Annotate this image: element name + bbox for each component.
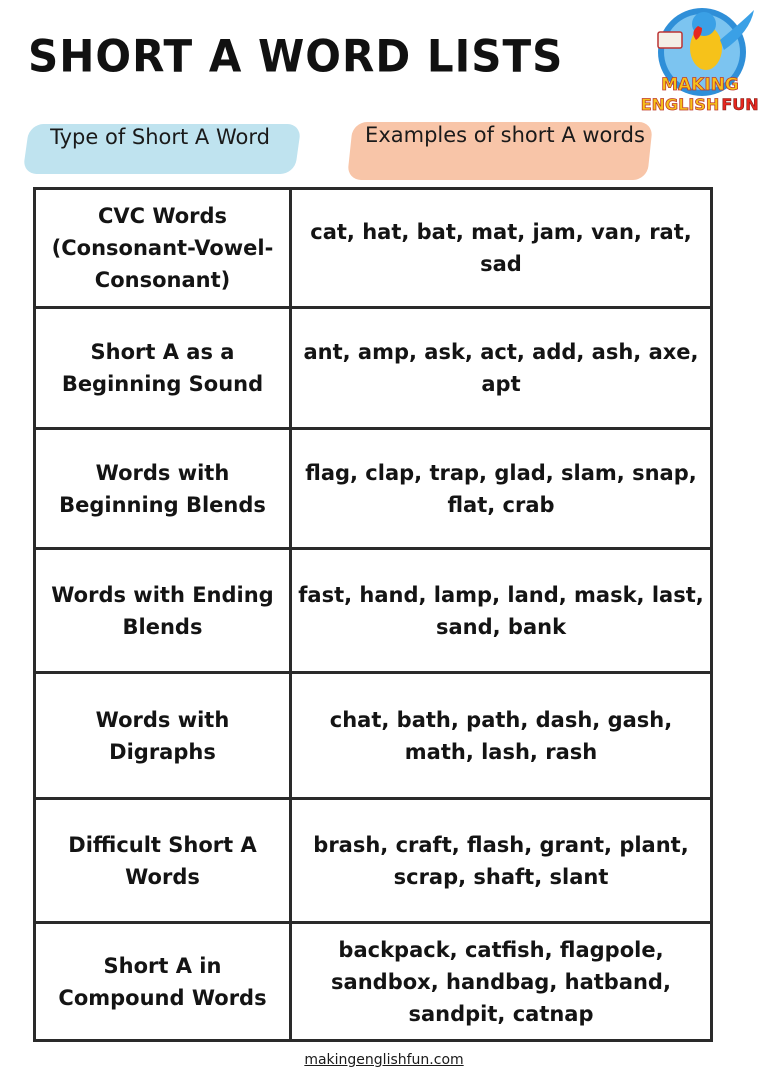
svg-text:FUN: FUN (721, 95, 759, 114)
examples-cell: backpack, catfish, flagpole, sandbox, handbag, hatband, sandpit, catnap (291, 923, 712, 1041)
examples-cell: fast, hand, lamp, land, mask, last, sand, bank (291, 549, 712, 673)
svg-text:MAKING: MAKING (661, 75, 739, 95)
table-row (35, 429, 712, 549)
table-row (35, 189, 712, 308)
word-list-table (33, 187, 713, 1042)
type-cell: CVC Words (Consonant-Vowel-Consonant) (35, 189, 291, 308)
footer-website-link[interactable]: makingenglishfun.com (304, 1052, 464, 1068)
type-cell: Words with Digraphs (35, 673, 291, 799)
page-title: SHORT A WORD LISTS (28, 30, 564, 83)
examples-cell: ant, amp, ask, act, add, ash, axe, apt (291, 308, 712, 429)
table-row (35, 673, 712, 799)
table-row (35, 799, 712, 923)
type-cell: Words with Ending Blends (35, 549, 291, 673)
examples-cell: brash, craft, flash, grant, plant, scrap, shaft, slant (291, 799, 712, 923)
type-cell: Short A in Compound Words (35, 923, 291, 1041)
examples-cell: chat, bath, path, dash, gash, math, lash, rash (291, 673, 712, 799)
svg-text:ENGLISH: ENGLISH (640, 95, 720, 114)
type-cell: Words with Beginning Blends (35, 429, 291, 549)
type-cell: Difficult Short A Words (35, 799, 291, 923)
examples-cell: cat, hat, bat, mat, jam, van, rat, sad (291, 189, 712, 308)
table-row (35, 923, 712, 1041)
column-header-examples: Examples of short A words (365, 123, 645, 147)
examples-cell: flag, clap, trap, glad, slam, snap, flat, crab (291, 429, 712, 549)
type-cell: Short A as a Beginning Sound (35, 308, 291, 429)
making-english-fun-logo (636, 4, 764, 116)
table-row (35, 549, 712, 673)
table-row (35, 308, 712, 429)
column-header-type: Type of Short A Word (50, 125, 270, 149)
